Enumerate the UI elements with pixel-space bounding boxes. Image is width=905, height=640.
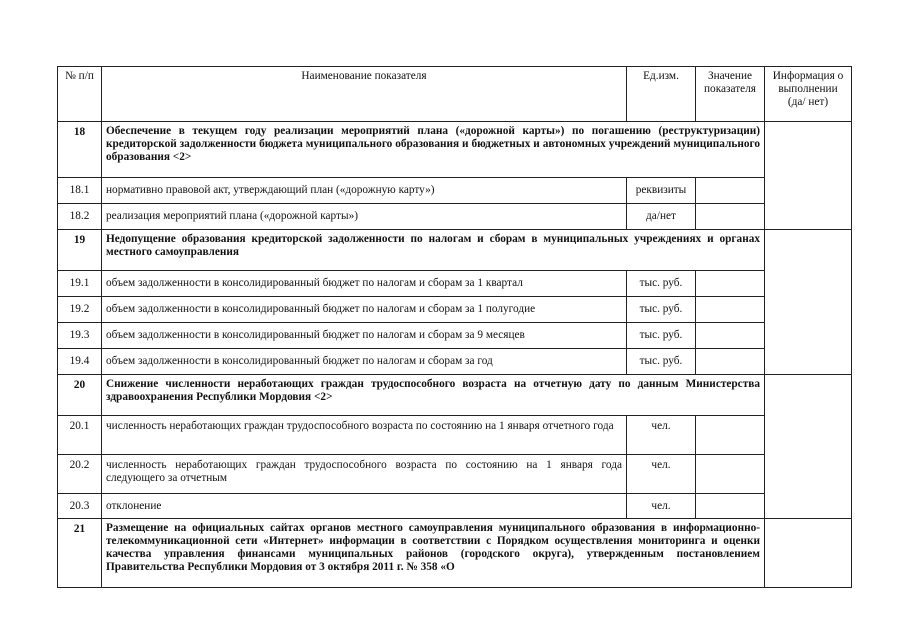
row-name: численность неработающих граждан трудоспособного возраста по состоянию на 1 января отчетного года [102,416,627,455]
row-number: 18.2 [58,204,102,230]
row-unit: тыс. руб. [627,349,696,375]
row-unit: да/нет [627,204,696,230]
section-number: 19 [58,230,102,271]
info-cell [765,230,852,375]
row-number: 20.1 [58,416,102,455]
row-unit: тыс. руб. [627,323,696,349]
header-num: № п/п [58,67,102,122]
row-number: 19.1 [58,271,102,297]
table-row [58,271,852,297]
section-title: Недопущение образования кредиторской задолженности по налогам и сборам в муниципальных учреждениях и органах местного самоуправления [102,230,765,271]
table-row [58,455,852,494]
row-name: объем задолженности в консолидированный бюджет по налогам и сборам за 1 квартал [102,271,627,297]
section-number: 20 [58,375,102,416]
row-number: 18.1 [58,178,102,204]
row-name: нормативно правовой акт, утверждающий план («дорожную карту») [102,178,627,204]
row-name: отклонение [102,494,627,519]
table-row [58,494,852,519]
section-title: Размещение на официальных сайтах органов местного самоуправления муниципального образования в информационно-телекоммуникационной сети «Интернет» информации в соответствии с Порядком осуществления мониторинга и оценки качества управления финансами муниципальных районов (городского округа), утвержденным постановлением Правительства Республики Мордовия от 3 октября 2011 г. № 358 «О [102,519,765,588]
row-unit: чел. [627,455,696,494]
info-cell [765,519,852,588]
table-row [58,178,852,204]
row-unit: реквизиты [627,178,696,204]
value-cell [696,416,765,455]
row-number: 20.2 [58,455,102,494]
row-number: 19.2 [58,297,102,323]
row-number: 20.3 [58,494,102,519]
row-number: 19.3 [58,323,102,349]
row-name: объем задолженности в консолидированный бюджет по налогам и сборам за 1 полугодие [102,297,627,323]
section-row-20 [58,375,852,416]
header-info: Информация о выполнении (да/ нет) [765,67,852,122]
value-cell [696,178,765,204]
section-row-21 [58,519,852,588]
value-cell [696,455,765,494]
table-row [58,349,852,375]
section-number: 21 [58,519,102,588]
table-row [58,416,852,455]
value-cell [696,271,765,297]
row-unit: тыс. руб. [627,271,696,297]
section-row-18 [58,122,852,178]
info-cell [765,375,852,519]
row-unit: чел. [627,416,696,455]
header-value: Значение показателя [696,67,765,122]
value-cell [696,297,765,323]
value-cell [696,494,765,519]
indicators-table [57,66,852,588]
info-cell [765,122,852,230]
row-number: 19.4 [58,349,102,375]
row-unit: чел. [627,494,696,519]
value-cell [696,349,765,375]
section-row-19 [58,230,852,271]
row-name: реализация мероприятий плана («дорожной карты») [102,204,627,230]
table-header-row [58,67,852,122]
row-unit: тыс. руб. [627,297,696,323]
table-row [58,204,852,230]
value-cell [696,204,765,230]
value-cell [696,323,765,349]
header-unit: Ед.изм. [627,67,696,122]
section-title: Обеспечение в текущем году реализации мероприятий плана («дорожной карты») по погашению (реструктуризации) кредиторской задолженности бюджета муниципального образования и бюджетных и автономных учреждений муниципального образования <2> [102,122,765,178]
header-name: Наименование показателя [102,67,627,122]
row-name: объем задолженности в консолидированный бюджет по налогам и сборам за 9 месяцев [102,323,627,349]
section-number: 18 [58,122,102,178]
table-row [58,323,852,349]
section-title: Снижение численности неработающих граждан трудоспособного возраста на отчетную дату по данным Министерства здравоохранения Республики Мордовия <2> [102,375,765,416]
table-row [58,297,852,323]
row-name: численность неработающих граждан трудоспособного возраста по состоянию на 1 января года следующего за отчетным [102,455,627,494]
row-name: объем задолженности в консолидированный бюджет по налогам и сборам за год [102,349,627,375]
